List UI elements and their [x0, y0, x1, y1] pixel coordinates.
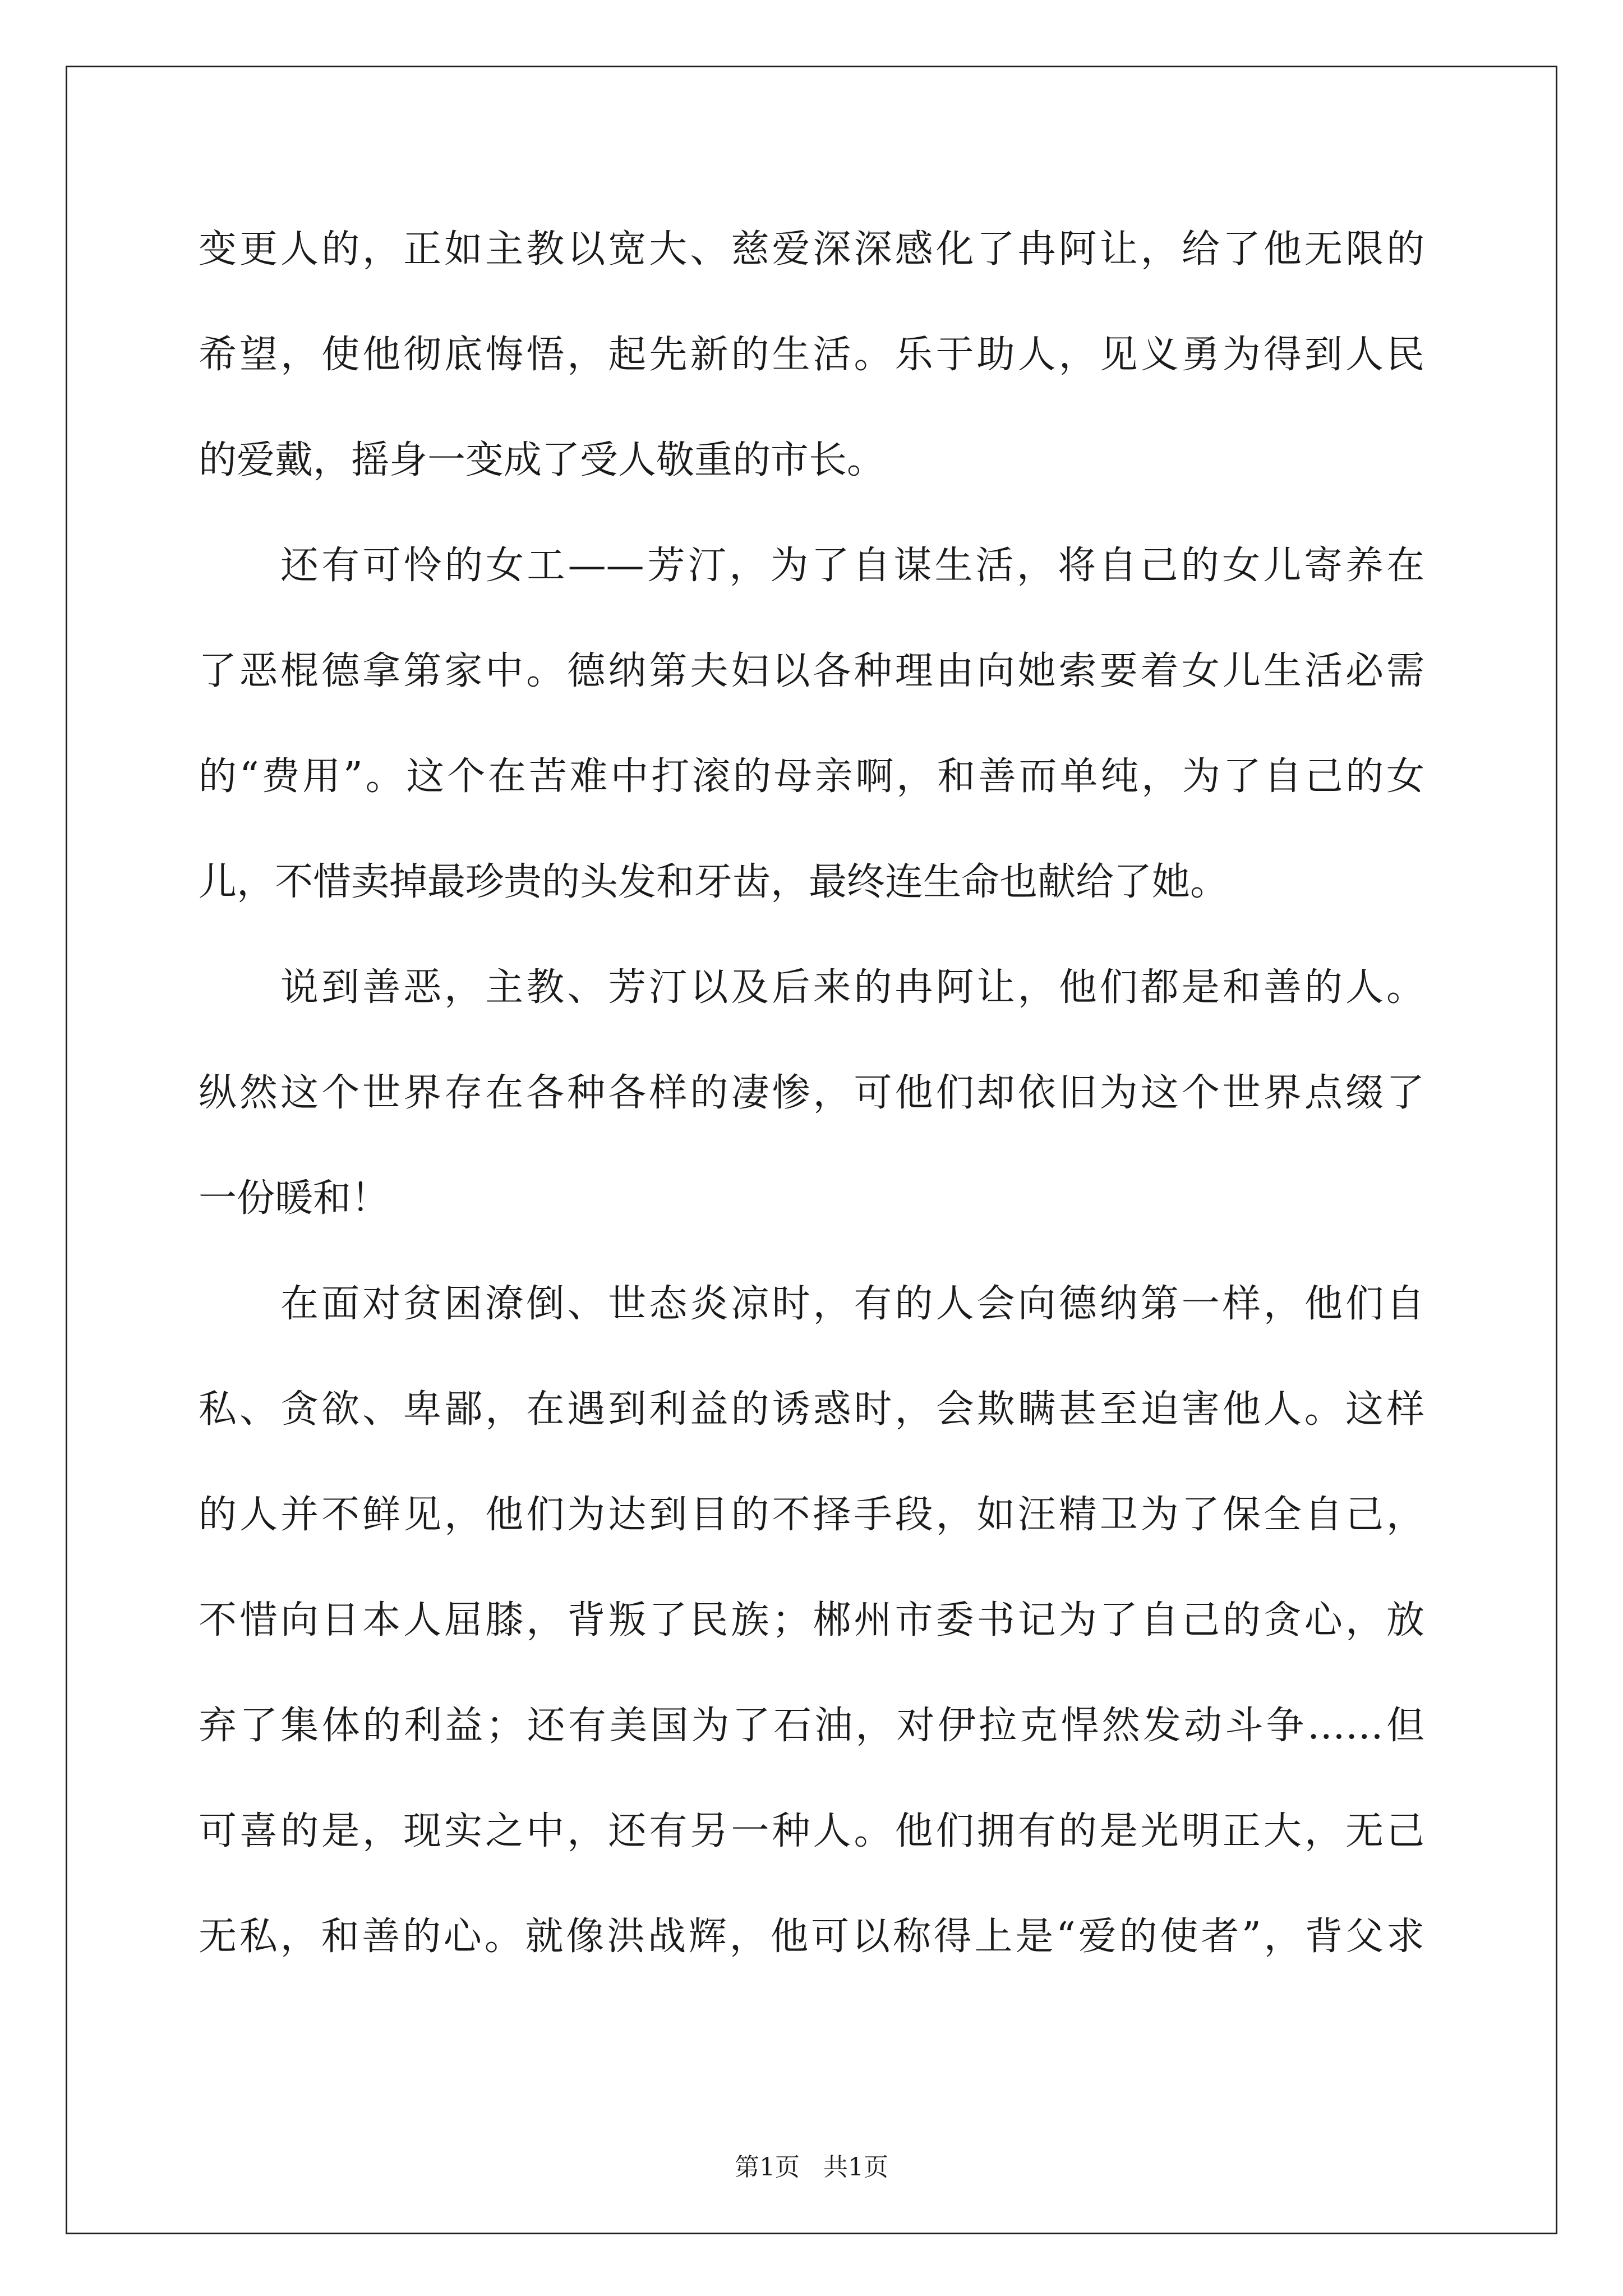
text-line: 还有可怜的女工——芳汀，为了自谋生活，将自己的女儿寄养在: [280, 544, 1424, 588]
text-line: 的“费用”。这个在苦难中打滚的母亲啊，和善而单纯，为了自己的女: [199, 754, 1424, 799]
document-body: [199, 213, 1424, 2006]
text-line: 儿，不惜卖掉最珍贵的头发和牙齿，最终连生命也献给了她。: [199, 860, 1229, 904]
text-line: 不惜向日本人屈膝，背叛了民族；郴州市委书记为了自己的贪心，放: [199, 1598, 1424, 1642]
text-line: 纵然这个世界存在各种各样的凄惨，可他们却依旧为这个世界点缀了: [199, 1071, 1424, 1115]
text-line: 了恶棍德拿第家中。德纳第夫妇以各种理由向她索要着女儿生活必需: [199, 649, 1424, 693]
text-line: 私、贪欲、卑鄙，在遇到利益的诱惑时，会欺瞒甚至迫害他人。这样: [199, 1387, 1424, 1432]
text-line: 弃了集体的利益；还有美国为了石油，对伊拉克悍然发动斗争……但: [199, 1704, 1424, 1748]
text-line: 变更人的，正如主教以宽大、慈爱深深感化了冉阿让，给了他无限的: [199, 227, 1424, 272]
text-line: 的人并不鲜见，他们为达到目的不择手段，如汪精卫为了保全自己，: [199, 1493, 1424, 1537]
text-line: 在面对贫困潦倒、世态炎凉时，有的人会向德纳第一样，他们自: [280, 1282, 1424, 1326]
page-number: 第1页: [735, 2153, 800, 2182]
text-line: 希望，使他彻底悔悟，起先新的生活。乐于助人，见义勇为得到人民: [199, 333, 1424, 377]
text-line: 一份暖和！: [199, 1176, 390, 1221]
page-footer: [0, 2151, 1623, 2184]
text-line: 的爱戴，摇身一变成了受人敬重的市长。: [199, 438, 886, 482]
text-line: 无私，和善的心。就像洪战辉，他可以称得上是“爱的使者”，背父求: [199, 1915, 1424, 1959]
page-total: 共1页: [823, 2153, 888, 2182]
text-line: 说到善恶，主教、芳汀以及后来的冉阿让，他们都是和善的人。: [280, 965, 1424, 1010]
text-line: 可喜的是，现实之中，还有另一种人。他们拥有的是光明正大，无己: [199, 1809, 1424, 1853]
